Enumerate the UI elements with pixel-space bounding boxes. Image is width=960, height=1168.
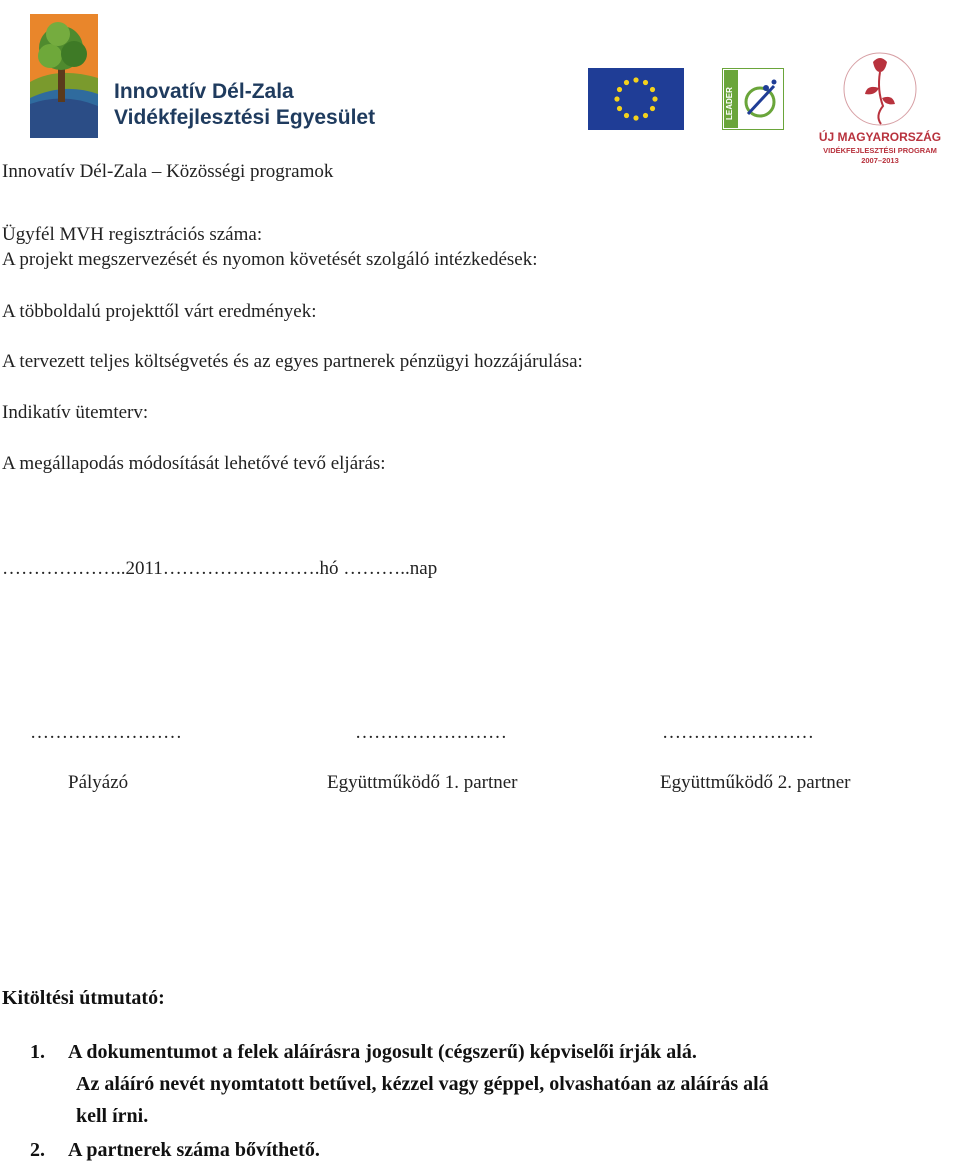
field-mvh-registration: Ügyfél MVH regisztrációs száma:	[2, 224, 263, 245]
date-line: ………………..2011…………………….hó ………..nap	[2, 558, 438, 579]
leader-logo-text: LEADER	[725, 87, 734, 120]
guide-heading: Kitöltési útmutató:	[2, 987, 165, 1009]
field-schedule: Indikatív ütemterv:	[2, 402, 149, 423]
program-logo-title: ÚJ MAGYARORSZÁG	[818, 130, 942, 144]
signature-label-partner-2: Együttműködő 2. partner	[660, 772, 851, 793]
eu-flag-icon	[588, 68, 684, 130]
association-name-line2: Vidékfejlesztési Egyesület	[114, 106, 376, 129]
signature-line-partner-2: ……………………	[662, 722, 814, 743]
association-logo	[28, 12, 376, 142]
guide-item-1-line-1: A dokumentumot a felek aláírásra jogosult (cégszerű) képviselői írják alá.	[68, 1041, 697, 1063]
guide-item-2-line-1: A partnerek száma bővíthető.	[68, 1139, 320, 1161]
guide-item-2-number: 2.	[30, 1139, 45, 1161]
program-logo-subtitle: VIDÉKFEJLESZTÉSI PROGRAM	[823, 146, 937, 155]
tree-landscape-icon	[28, 12, 108, 140]
signature-label-applicant: Pályázó	[68, 772, 129, 793]
field-project-measures: A projekt megszervezését és nyomon követését szolgáló intézkedések:	[2, 249, 538, 270]
association-name-line1: Innovatív Dél-Zala	[114, 80, 294, 103]
program-logo	[815, 50, 945, 168]
rose-icon	[815, 50, 945, 128]
field-modification-procedure: A megállapodás módosítását lehetővé tevő eljárás:	[2, 453, 386, 474]
guide-item-1-line-2: Az aláíró nevét nyomtatott betűvel, kézzel vagy géppel, olvashatóan az aláírás alá	[76, 1073, 769, 1095]
document-title: Innovatív Dél-Zala – Közösségi programok	[2, 161, 334, 182]
guide-item-1-number: 1.	[30, 1041, 45, 1063]
program-logo-years: 2007–2013	[861, 156, 899, 165]
field-expected-results: A többoldalú projekttől várt eredmények:	[2, 301, 317, 322]
signature-line-applicant: ……………………	[30, 722, 182, 743]
field-budget: A tervezett teljes költségvetés és az egyes partnerek pénzügyi hozzájárulása:	[2, 351, 583, 372]
signature-label-partner-1: Együttműködő 1. partner	[327, 772, 518, 793]
guide-item-1-line-3: kell írni.	[76, 1105, 149, 1127]
leader-logo	[722, 68, 784, 130]
signature-line-partner-1: ……………………	[355, 722, 507, 743]
